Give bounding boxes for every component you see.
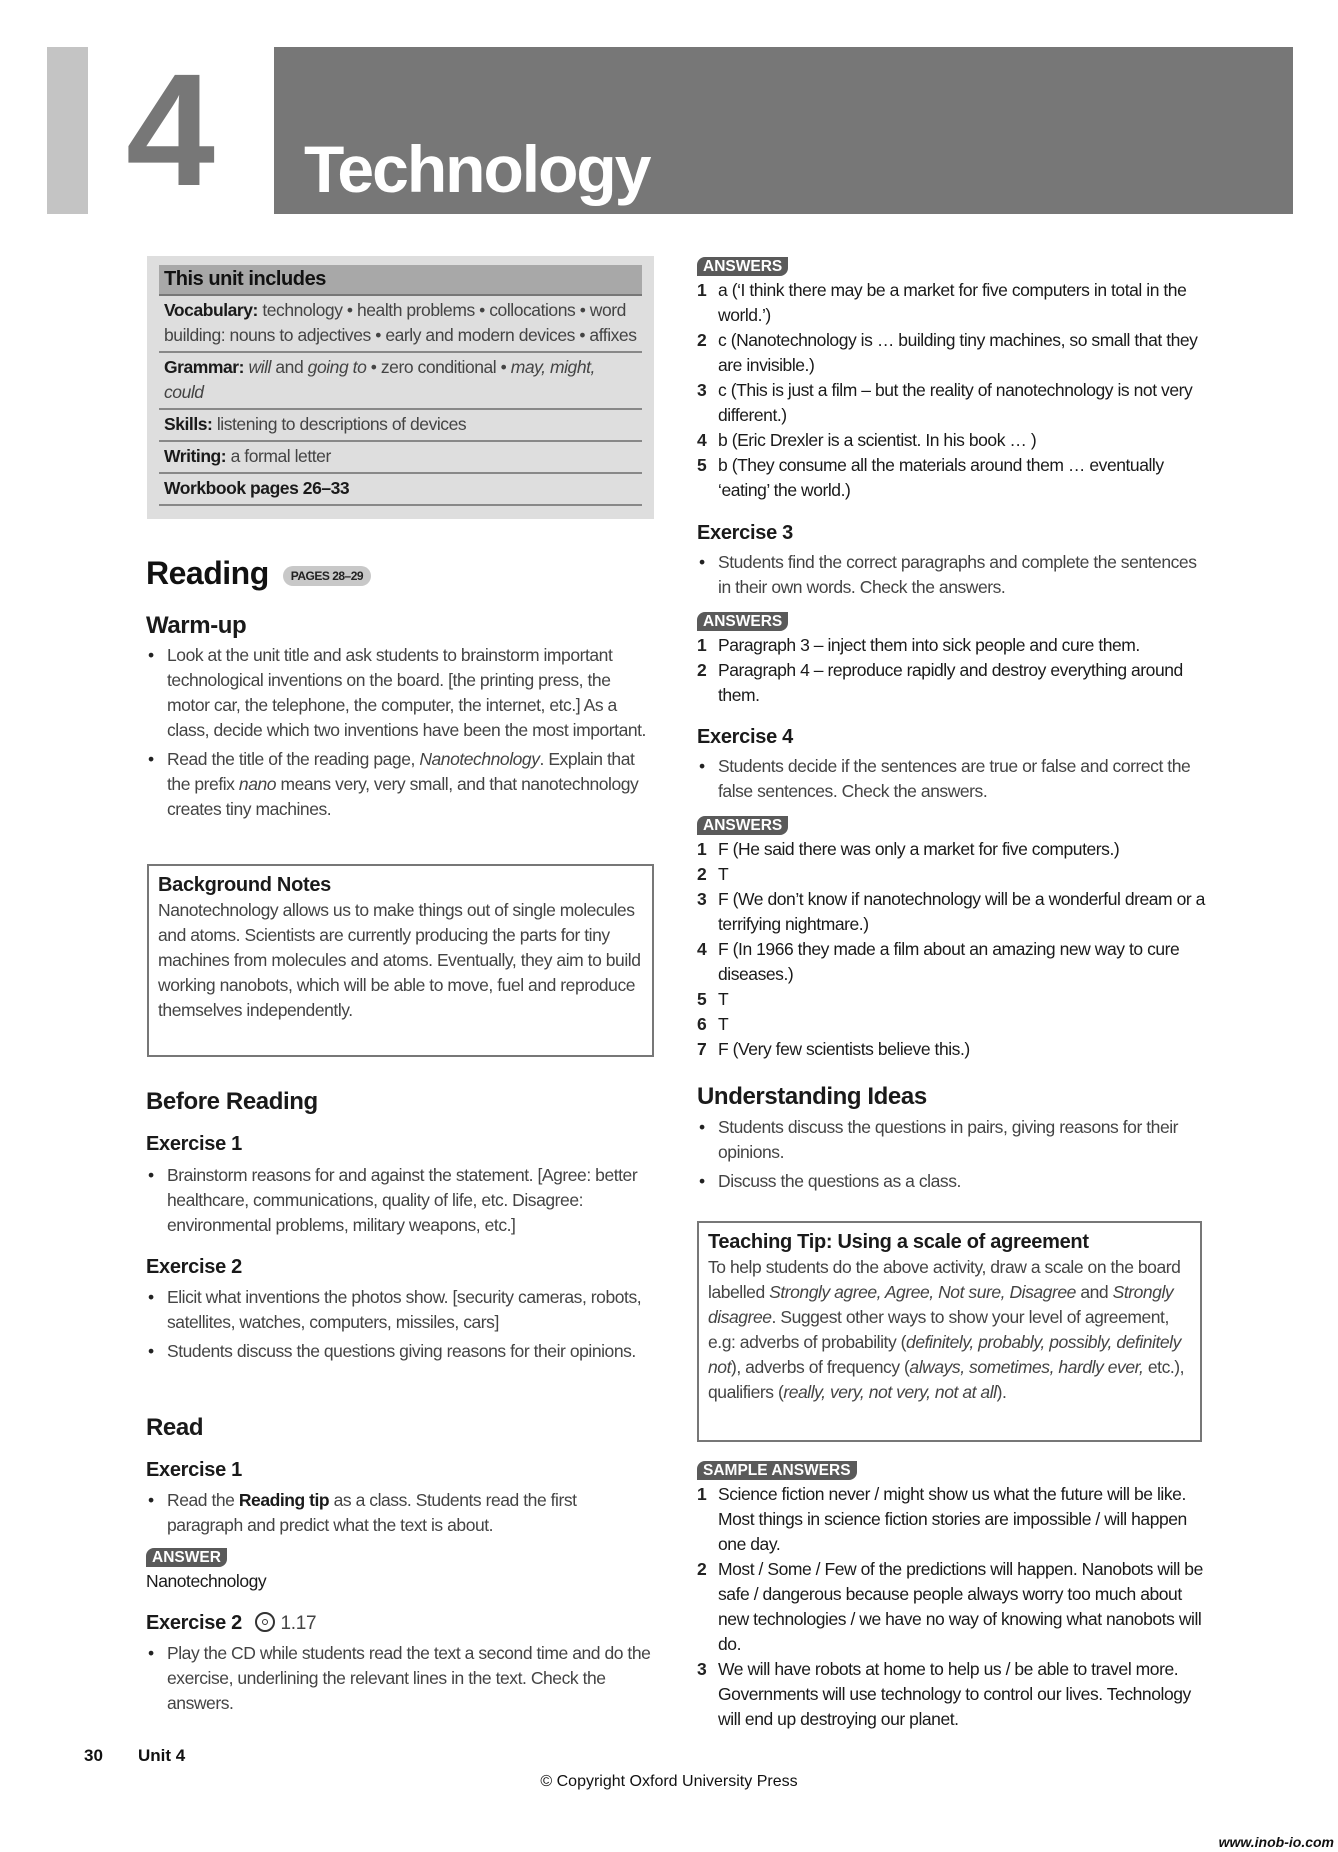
answer-number: 1 xyxy=(697,280,707,300)
answer-item xyxy=(697,1037,1207,1062)
answer-number: 3 xyxy=(697,889,707,909)
answer-number: 1 xyxy=(697,1484,707,1504)
text: . Suggest other ways to show your level of agreement, e.g: adverbs of probability ( xyxy=(708,1307,1169,1352)
italic-text: Nanotechnology xyxy=(419,749,540,769)
answer-item xyxy=(697,987,1207,1012)
italic-text: definitely, probably, possibly, definitely not xyxy=(708,1332,1181,1377)
text: etc.), qualifiers ( xyxy=(708,1357,1185,1402)
reading-section xyxy=(146,555,656,826)
before-reading-heading: Before Reading xyxy=(146,1088,318,1115)
answer-number: 6 xyxy=(697,1014,707,1034)
answer-text: T xyxy=(718,989,729,1009)
footer-unit: Unit 4 xyxy=(138,1746,186,1765)
answer-text: T xyxy=(718,1014,729,1034)
background-notes-text: Nanotechnology allows us to make things out of single molecules and atoms. Scientists are currently producing the parts for tiny machines from molecules and atoms. Eventually, they aim to build working nanobots, which will be able to move, fuel and reproduce themselves independently. xyxy=(158,900,641,1020)
read-section xyxy=(146,1413,656,1720)
text: Read the title of the reading page, xyxy=(167,749,420,769)
answer-item xyxy=(697,633,1207,658)
exercise-4-heading: Exercise 4 xyxy=(697,726,793,748)
track-number: 1.17 xyxy=(280,1613,317,1634)
reading-heading: Reading PAGES 28–29 xyxy=(146,555,656,591)
answer-item xyxy=(697,278,1207,328)
pages-badge: PAGES 28–29 xyxy=(283,566,371,586)
answer-item xyxy=(697,428,1207,453)
answer-item xyxy=(697,937,1207,987)
answer-item xyxy=(697,378,1207,428)
answers-badge: ANSWERS xyxy=(697,612,788,631)
answer-item xyxy=(697,1012,1207,1037)
text: ), adverbs of frequency ( xyxy=(730,1357,910,1377)
answer-badge: ANSWER xyxy=(146,1548,227,1567)
bold-text: Skills: xyxy=(164,414,217,434)
text: . Explain that the prefix xyxy=(167,749,635,794)
unit-include-row xyxy=(159,474,642,506)
list-item: • Students decide if the sentences are true or false and correct the false sentences. Check the answers. xyxy=(697,754,1207,804)
answer-text: b (They consume all the materials around them … eventually ‘eating’ the world.) xyxy=(718,455,1164,500)
title-band xyxy=(274,47,1293,214)
sample-answers xyxy=(697,1457,1207,1732)
answer-number: 3 xyxy=(697,380,707,400)
sample-answers-badge: SAMPLE ANSWERS xyxy=(697,1461,857,1480)
text: To help students do the above activity, draw a scale on the board labelled xyxy=(708,1257,1181,1302)
answer-number: 2 xyxy=(697,660,707,680)
list-item: • Students discuss the questions in pairs, giving reasons for their opinions. xyxy=(697,1115,1207,1165)
answer-item xyxy=(697,1482,1207,1557)
answer-text: a (‘I think there may be a market for five computers in total in the world.’) xyxy=(718,280,1187,325)
list-item: • Students find the correct paragraphs and complete the sentences in their own words. Check the answers. xyxy=(697,550,1207,600)
page-number: 30 xyxy=(84,1746,103,1765)
answer-number: 5 xyxy=(697,455,707,475)
answer-number: 4 xyxy=(697,939,707,959)
list-item: • Elicit what inventions the photos show. [security cameras, robots, satellites, watches, computers, missiles, cars] xyxy=(146,1285,656,1335)
text: ). xyxy=(996,1382,1007,1402)
list-item: • Play the CD while students read the text a second time and do the exercise, underlining the relevant lines in the text. Check the answers. xyxy=(146,1641,656,1716)
answer-number: 2 xyxy=(697,864,707,884)
unit-includes-title: This unit includes xyxy=(159,265,642,296)
read-exercise-2-heading: Exercise 2 1.17 xyxy=(146,1612,317,1634)
answer-text: T xyxy=(718,864,729,884)
italic-text: always, sometimes, hardly ever, xyxy=(909,1357,1144,1377)
italic-text: Strongly agree, Agree, Not sure, Disagree xyxy=(769,1282,1076,1302)
answer-text: F (We don’t know if nanotechnology will be a wonderful dream or a terrifying nightmare.) xyxy=(718,889,1205,934)
before-reading-section xyxy=(146,1087,656,1368)
teaching-tip-title: Teaching Tip: Using a scale of agreement xyxy=(708,1231,1089,1253)
italic-text: really, very, not very, not at all xyxy=(783,1382,997,1402)
right-column xyxy=(697,253,1207,1198)
text: Look at the unit title and ask students to brainstorm important technological inventions on the board. [the printing press, the motor car, the telephone, the computer, the internet, etc.] As a class, decide which two inventions have been the most important. xyxy=(167,645,646,740)
warmup-heading: Warm-up xyxy=(146,612,247,639)
unit-include-row xyxy=(159,410,642,442)
answer-item xyxy=(697,1657,1207,1732)
answer-text: c (This is just a film – but the reality of nanotechnology is not very different.) xyxy=(718,380,1193,425)
understanding-ideas-heading: Understanding Ideas xyxy=(697,1083,927,1110)
bold-text: Writing: xyxy=(164,446,231,466)
list-item: • Students discuss the questions giving reasons for their opinions. xyxy=(146,1339,656,1364)
unit-number: 4 xyxy=(126,40,211,219)
answer-item xyxy=(697,887,1207,937)
list-item xyxy=(146,747,656,822)
answer-number: 7 xyxy=(697,1039,707,1059)
answer-number: 1 xyxy=(697,839,707,859)
bold-text: Vocabulary: xyxy=(164,300,263,320)
answer-text: b (Eric Drexler is a scientist. In his book … ) xyxy=(718,430,1037,450)
bold-text: Reading tip xyxy=(238,1490,330,1510)
answer-text: c (Nanotechnology is … building tiny machines, so small that they are invisible.) xyxy=(718,330,1198,375)
list-item: • Brainstorm reasons for and against the statement. [Agree: better healthcare, communications, quality of life, etc. Disagree: environmental problems, military weapons, etc.] xyxy=(146,1163,656,1238)
answer-text: Paragraph 3 – inject them into sick people and cure them. xyxy=(718,635,1140,655)
page-title: Technology xyxy=(304,132,650,206)
answer-item xyxy=(697,837,1207,862)
header-accent-bar xyxy=(47,47,88,214)
italic-text: will xyxy=(248,357,271,377)
italic-text: going to xyxy=(307,357,367,377)
read-exercise-1-heading: Exercise 1 xyxy=(146,1459,242,1481)
answer-text: F (He said there was only a market for five computers.) xyxy=(718,839,1120,859)
answer-number: 1 xyxy=(697,635,707,655)
unit-include-row xyxy=(159,353,642,410)
read-heading: Read xyxy=(146,1414,204,1441)
watermark: www.inob-io.com xyxy=(1218,1834,1334,1850)
answer-item xyxy=(697,453,1207,503)
text: and xyxy=(270,357,308,377)
cd-icon xyxy=(255,1612,275,1632)
answer-text: We will have robots at home to help us / be able to travel more. Governments will use technology to control our lives. Technology will end up destroying our planet. xyxy=(718,1659,1191,1729)
answer-text: Paragraph 4 – reproduce rapidly and destroy everything around them. xyxy=(718,660,1183,705)
list-item xyxy=(146,643,656,743)
answer-number: 4 xyxy=(697,430,707,450)
italic-text: nano xyxy=(238,774,277,794)
answer-number: 3 xyxy=(697,1659,707,1679)
answer-item xyxy=(697,328,1207,378)
answer-item xyxy=(697,1557,1207,1657)
unit-includes-box xyxy=(147,256,654,519)
answers-badge: ANSWERS xyxy=(697,816,788,835)
answer-text: F (Very few scientists believe this.) xyxy=(718,1039,970,1059)
italic-text: Strongly disagree xyxy=(708,1282,1174,1327)
answer-number: 2 xyxy=(697,330,707,350)
list-item: • Discuss the questions as a class. xyxy=(697,1169,1207,1194)
answer-text: Most / Some / Few of the predictions will happen. Nanobots will be safe / dangerous because people always worry too much about new technologies / we have no way of knowing what nanobots will do. xyxy=(718,1559,1203,1654)
background-notes-title: Background Notes xyxy=(158,874,332,896)
text: technology • health problems • collocations • word building: nouns to adjectives • early and modern devices • affixes xyxy=(164,300,637,345)
answer-text: Nanotechnology xyxy=(146,1571,267,1591)
italic-text: may, might, could xyxy=(164,357,595,402)
copyright: © Copyright Oxford University Press xyxy=(540,1773,798,1790)
teaching-tip-text xyxy=(708,1255,1191,1405)
answer-number: 5 xyxy=(697,989,707,1009)
bold-text: Grammar: xyxy=(164,357,249,377)
background-notes-box xyxy=(147,864,654,1057)
answer-text: F (In 1966 they made a film about an amazing new way to cure diseases.) xyxy=(718,939,1180,984)
teaching-tip-box xyxy=(697,1221,1202,1442)
unit-include-row xyxy=(159,442,642,474)
list-item xyxy=(146,1488,656,1538)
answers-badge: ANSWERS xyxy=(697,257,788,276)
bold-text: Workbook pages 26–33 xyxy=(164,478,350,498)
exercise-1-heading: Exercise 1 xyxy=(146,1133,242,1155)
answer-number: 2 xyxy=(697,1559,707,1579)
answer-item xyxy=(697,658,1207,708)
text: as a class. Students read the first paragraph and predict what the text is about. xyxy=(167,1490,577,1535)
exercise-3-heading: Exercise 3 xyxy=(697,522,793,544)
text: and xyxy=(1075,1282,1113,1302)
text: • zero conditional • xyxy=(366,357,511,377)
answer-text: Science fiction never / might show us what the future will be like. Most things in science fiction stories are impossible / will happen one day. xyxy=(718,1484,1187,1554)
text: Read the xyxy=(167,1490,239,1510)
unit-include-row xyxy=(159,296,642,353)
text: means very, very small, and that nanotechnology creates tiny machines. xyxy=(167,774,639,819)
text: listening to descriptions of devices xyxy=(216,414,467,434)
text: a formal letter xyxy=(230,446,331,466)
exercise-2-heading: Exercise 2 xyxy=(146,1256,242,1278)
answer-item xyxy=(697,862,1207,887)
